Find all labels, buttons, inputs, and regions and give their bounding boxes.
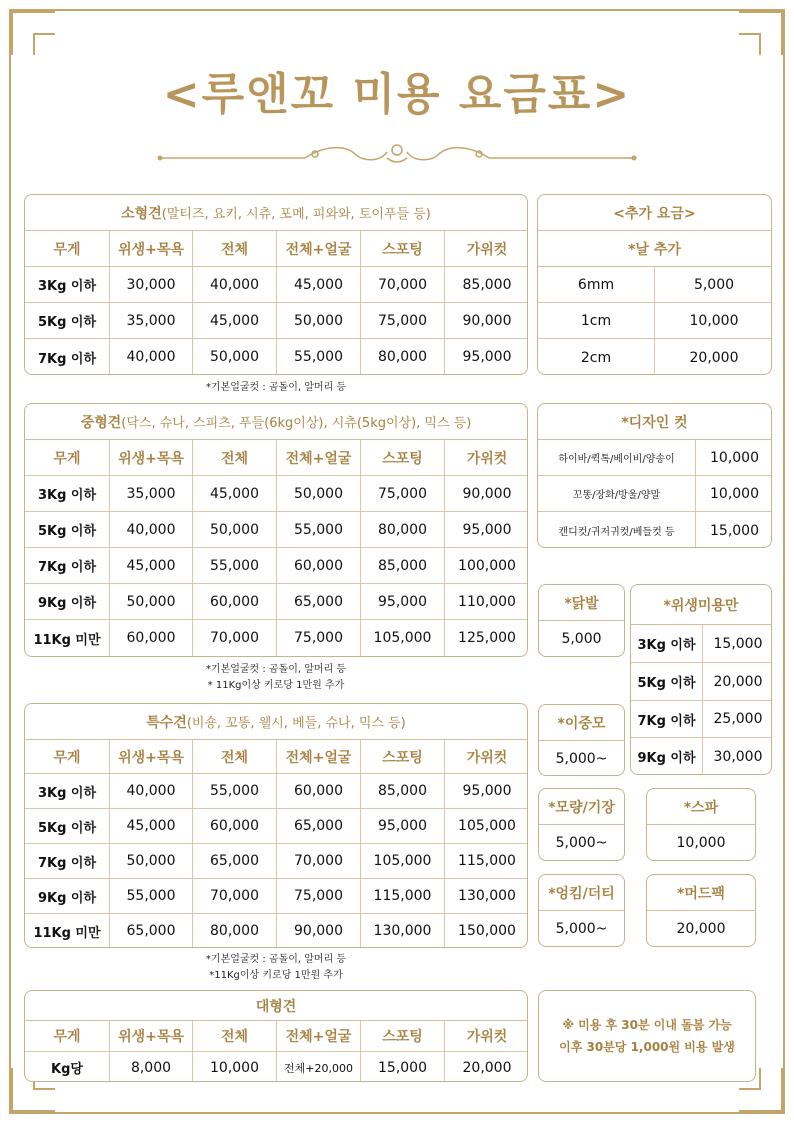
small-dog-price-grid — [25, 231, 527, 375]
table-cell: 95,000 — [462, 349, 512, 365]
special-dog-price-grid — [25, 740, 527, 948]
column-header: 전체+얼굴 — [277, 1021, 361, 1052]
table-cell: 15,000 — [361, 1052, 445, 1082]
table-cell: 105,000 — [445, 809, 528, 844]
table-cell: 90,000 — [277, 914, 361, 948]
row-label: 5Kg 이하 — [25, 303, 110, 339]
hygiene-only-title: *위생미용만 — [631, 585, 771, 625]
page-title: <루앤꼬 미용 요금표> — [162, 69, 632, 120]
column-header: 전체+얼굴 — [277, 440, 361, 476]
table-cell: 110,000 — [445, 584, 528, 620]
table-cell: 50,000 — [193, 512, 277, 548]
design-cut-title: *디자인 컷 — [538, 404, 771, 440]
table-cell: 55,000 — [193, 774, 277, 809]
table-cell: 125,000 — [458, 630, 516, 646]
mudpack-box — [646, 874, 756, 947]
foot-fee-value: 5,000 — [561, 631, 602, 647]
table-cell: 전체+20,000 — [277, 1052, 361, 1082]
table-cell: 45,000 — [277, 267, 361, 303]
row-label: 3Kg 이하 — [25, 476, 110, 512]
tangles-title: *엉킴/더티 — [539, 875, 624, 911]
table-cell: 75,000 — [277, 620, 361, 656]
column-header: 위생+목욕 — [110, 231, 193, 267]
table-cell: 70,000 — [361, 267, 445, 303]
table-cell: 캔디컷/귀저귀컷/베들컷 등 — [538, 512, 696, 548]
table-cell: 40,000 — [110, 774, 193, 809]
table-cell: 45,000 — [110, 809, 193, 844]
row-label: 7Kg 이하 — [25, 339, 110, 375]
table-cell: 15,000 — [710, 522, 759, 539]
table-cell: 50,000 — [193, 339, 277, 375]
column-header: 전체 — [193, 440, 277, 476]
table-cell: 70,000 — [193, 879, 277, 914]
row-label: 11Kg 미만 — [25, 914, 110, 948]
corner-ornament — [739, 11, 783, 55]
medium-dog-table — [24, 403, 528, 657]
column-header: 스포팅 — [361, 740, 445, 774]
table-cell: 35,000 — [110, 303, 193, 339]
blade-price-grid — [538, 267, 771, 375]
table-cell: 25,000 — [703, 701, 772, 738]
large-dog-price-grid — [25, 1021, 527, 1082]
mudpack-title: *머드팩 — [647, 875, 755, 911]
table-cell: 6mm — [538, 267, 655, 303]
double-coat-value: 5,000~ — [555, 750, 608, 767]
special-dog-title: 특수견 (비숑, 꼬똥, 웰시, 베들, 슈나, 믹스 등) — [25, 704, 527, 740]
row-label: 9Kg 이하 — [25, 584, 110, 620]
table-cell: 105,000 — [361, 844, 445, 879]
care-notice-line: ※ 미용 후 30분 이내 돌봄 가능 — [562, 1018, 732, 1032]
row-label: 7Kg 이하 — [631, 701, 703, 738]
column-header: 가위컷 — [445, 740, 528, 774]
table-cell: 150,000 — [458, 923, 516, 939]
table-cell: 105,000 — [361, 620, 445, 656]
large-dog-table — [24, 990, 528, 1082]
row-label: 11Kg 미만 — [25, 620, 110, 656]
table-cell: 60,000 — [110, 620, 193, 656]
design-cut-table — [537, 403, 772, 548]
table-cell: 95,000 — [361, 584, 445, 620]
medium-dog-price-grid — [25, 440, 527, 656]
column-header: 전체 — [193, 740, 277, 774]
table-cell: 100,000 — [445, 548, 528, 584]
spa-value: 10,000 — [676, 835, 726, 851]
care-notice — [538, 990, 756, 1082]
table-cell: 80,000 — [193, 914, 277, 948]
large-dog-title: 대형견 — [25, 991, 527, 1021]
table-cell: 50,000 — [277, 303, 361, 339]
care-notice-line: 이후 30분당 1,000원 비용 발생 — [559, 1040, 735, 1054]
column-header: 무게 — [25, 231, 110, 267]
table-cell: 30,000 — [110, 267, 193, 303]
table-cell: 55,000 — [277, 512, 361, 548]
hygiene-only-table — [630, 584, 772, 775]
row-label: 3Kg 이하 — [25, 267, 110, 303]
table-cell: 85,000 — [361, 548, 445, 584]
extra-fee-title: <추가 요금> — [538, 195, 771, 231]
column-header: 위생+목욕 — [110, 440, 193, 476]
row-label: Kg당 — [25, 1052, 110, 1082]
table-cell: 60,000 — [193, 809, 277, 844]
table-cell: 65,000 — [277, 809, 361, 844]
table-cell: 20,000 — [703, 663, 772, 701]
table-cell: 50,000 — [110, 844, 193, 879]
table-cell: 45,000 — [193, 303, 277, 339]
table-cell: 35,000 — [110, 476, 193, 512]
table-cell: 50,000 — [110, 584, 193, 620]
spa-box — [646, 788, 756, 861]
column-header: 무게 — [25, 440, 110, 476]
table-cell: 55,000 — [110, 879, 193, 914]
corner-ornament — [11, 11, 55, 55]
table-cell: 30,000 — [713, 748, 763, 765]
row-label: 7Kg 이하 — [25, 844, 110, 879]
divider-ornament-icon — [155, 140, 639, 170]
table-cell: 10,000 — [655, 303, 772, 339]
table-cell: 115,000 — [445, 844, 528, 879]
small-dog-table — [24, 194, 528, 375]
table-cell: 40,000 — [110, 339, 193, 375]
blade-title: *날 추가 — [538, 231, 771, 267]
column-header: 전체 — [193, 1021, 277, 1052]
table-cell: 60,000 — [277, 548, 361, 584]
table-cell: 95,000 — [361, 809, 445, 844]
table-cell: 75,000 — [361, 303, 445, 339]
double-coat-title: *이중모 — [539, 705, 624, 741]
table-cell: 115,000 — [361, 879, 445, 914]
volume-length-box — [538, 788, 625, 861]
spa-title: *스파 — [647, 789, 755, 825]
table-cell: 꼬똥/장화/방울/양말 — [538, 476, 696, 512]
table-cell: 95,000 — [445, 774, 528, 809]
corner-ornament — [739, 33, 761, 55]
table-cell: 45,000 — [110, 548, 193, 584]
table-cell: 90,000 — [445, 476, 528, 512]
column-header: 전체+얼굴 — [277, 231, 361, 267]
table-cell: 10,000 — [696, 476, 772, 512]
table-cell: 95,000 — [445, 512, 528, 548]
table-cell: 75,000 — [361, 476, 445, 512]
table-cell: 1cm — [538, 303, 655, 339]
column-header: 가위컷 — [445, 231, 528, 267]
small-dog-title: 소형견 (말티즈, 요키, 시츄, 포메, 피와와, 토이푸들 등) — [25, 195, 527, 231]
row-label: 9Kg 이하 — [631, 738, 703, 775]
table-cell: 80,000 — [361, 512, 445, 548]
tangles-value: 5,000~ — [555, 921, 608, 937]
table-cell: 45,000 — [193, 476, 277, 512]
table-cell: 90,000 — [445, 303, 528, 339]
table-cell: 65,000 — [193, 844, 277, 879]
volume-length-title: *모량/기장 — [539, 789, 624, 825]
table-cell: 60,000 — [277, 774, 361, 809]
table-cell: 130,000 — [361, 914, 445, 948]
table-cell: 하이바/퀵톡/베이비/양송이 — [538, 440, 696, 476]
column-header: 전체+얼굴 — [277, 740, 361, 774]
tangles-box — [538, 874, 625, 947]
table-cell: 20,000 — [462, 1059, 512, 1076]
table-cell: 10,000 — [193, 1052, 277, 1082]
column-header: 위생+목욕 — [110, 1021, 193, 1052]
design-cut-grid — [538, 440, 771, 548]
row-label: 5Kg 이하 — [25, 512, 110, 548]
small-dog-notes: *기본얼굴컷 : 곰돌이, 알머리 등 — [205, 382, 347, 393]
table-cell: 80,000 — [361, 339, 445, 375]
table-cell: 65,000 — [110, 914, 193, 948]
column-header: 위생+목욕 — [110, 740, 193, 774]
medium-dog-title: 중형견 (닥스, 슈나, 스피츠, 푸들(6kg이상), 시츄(5kg이상), 믹스 등) — [25, 404, 527, 440]
table-cell: 50,000 — [277, 476, 361, 512]
table-cell: 2cm — [538, 339, 655, 375]
extra-fee-table — [537, 194, 772, 375]
row-label: 7Kg 이하 — [25, 548, 110, 584]
table-cell: 40,000 — [110, 512, 193, 548]
column-header: 무게 — [25, 1021, 110, 1052]
table-cell: 75,000 — [277, 879, 361, 914]
double-coat-box — [538, 704, 625, 776]
column-header: 가위컷 — [445, 1021, 528, 1052]
table-cell: 85,000 — [361, 774, 445, 809]
column-header: 무게 — [25, 740, 110, 774]
table-cell: 5,000 — [655, 267, 772, 303]
medium-dog-notes: *기본얼굴컷 : 곰돌이, 알머리 등 * 11Kg이상 키로당 1만원 추가 — [205, 664, 347, 691]
foot-fee-box — [538, 584, 625, 657]
foot-fee-title: *닭발 — [539, 585, 624, 621]
special-dog-table — [24, 703, 528, 948]
row-label: 3Kg 이하 — [631, 625, 703, 663]
hygiene-only-grid — [631, 625, 771, 775]
row-label: 3Kg 이하 — [25, 774, 110, 809]
table-cell: 85,000 — [445, 267, 528, 303]
column-header: 스포팅 — [361, 1021, 445, 1052]
row-label: 9Kg 이하 — [25, 879, 110, 914]
volume-length-value: 5,000~ — [555, 835, 608, 851]
special-dog-notes: *기본얼굴컷 : 곰돌이, 알머리 등 *11Kg이상 키로당 1만원 추가 — [205, 954, 347, 981]
table-cell: 55,000 — [193, 548, 277, 584]
table-cell: 20,000 — [689, 349, 739, 366]
row-label: 5Kg 이하 — [25, 809, 110, 844]
corner-ornament — [33, 33, 55, 55]
table-cell: 10,000 — [696, 440, 772, 476]
table-cell: 130,000 — [445, 879, 528, 914]
column-header: 가위컷 — [445, 440, 528, 476]
table-cell: 15,000 — [703, 625, 772, 663]
table-cell: 8,000 — [110, 1052, 193, 1082]
table-cell: 60,000 — [193, 584, 277, 620]
table-cell: 40,000 — [193, 267, 277, 303]
table-cell: 70,000 — [193, 620, 277, 656]
table-cell: 55,000 — [277, 339, 361, 375]
column-header: 스포팅 — [361, 231, 445, 267]
mudpack-value: 20,000 — [676, 921, 726, 937]
row-label: 5Kg 이하 — [631, 663, 703, 701]
table-cell: 70,000 — [277, 844, 361, 879]
column-header: 전체 — [193, 231, 277, 267]
column-header: 스포팅 — [361, 440, 445, 476]
table-cell: 65,000 — [277, 584, 361, 620]
